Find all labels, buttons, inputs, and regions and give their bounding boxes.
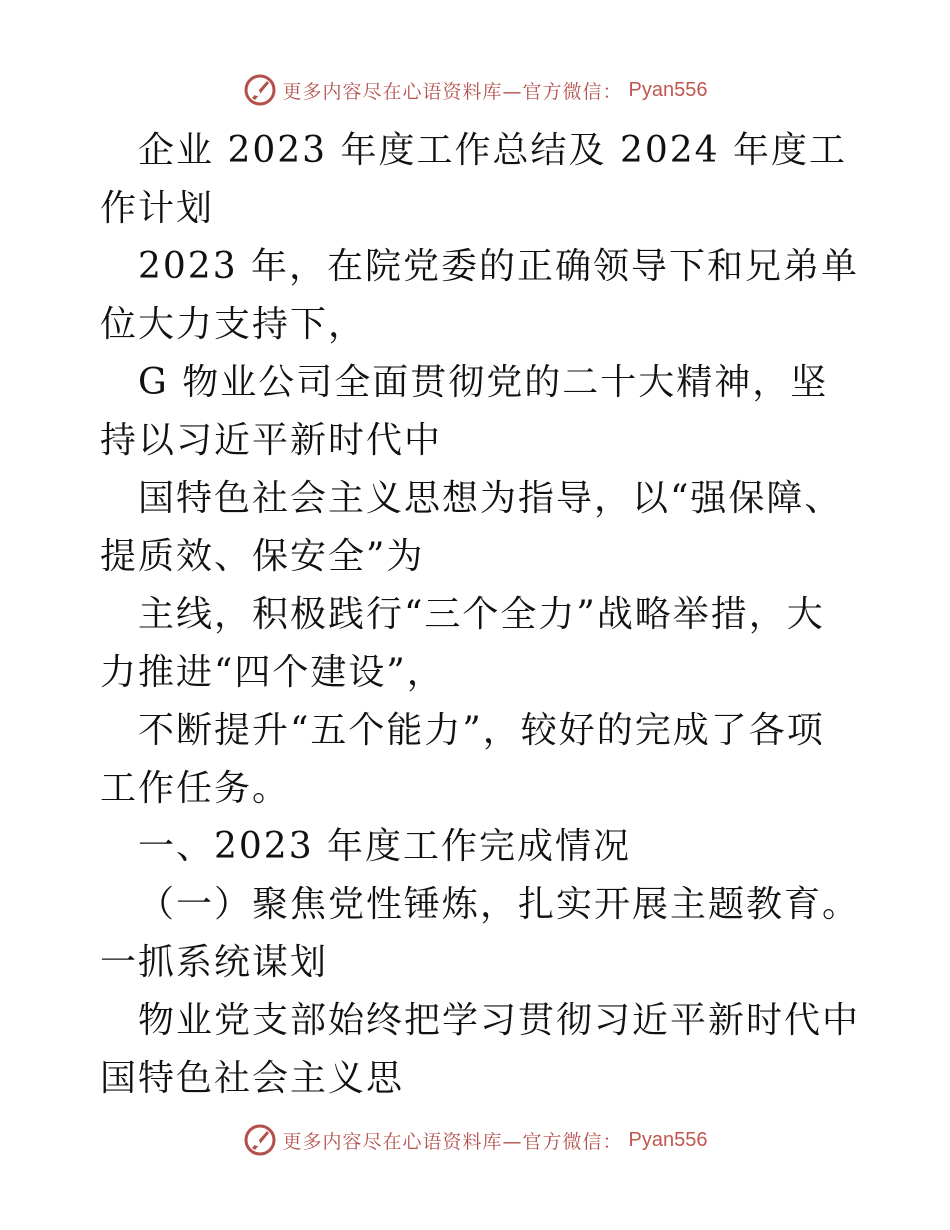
paragraph: 国特色社会主义思想为指导，以“强保障、提质效、保安全”为	[100, 478, 843, 577]
paragraph: 物业党支部始终把学习贯彻习近平新时代中国特色社会主义思	[100, 1000, 861, 1099]
paragraph: 2023 年，在院党委的正确领导下和兄弟单位大力支持下，	[100, 246, 860, 345]
document-body	[100, 122, 860, 1108]
quill-seal-icon	[243, 1123, 277, 1157]
quill-seal-icon	[243, 73, 277, 107]
section-heading: 一、2023 年度工作完成情况	[138, 826, 632, 867]
footer-watermark	[0, 1120, 950, 1160]
subsection-heading: （一）聚焦党性锤炼，扎实开展主题教育。一抓系统谋划	[100, 884, 861, 983]
header-watermark	[0, 70, 950, 110]
document-title: 企业 2023 年度工作总结及 2024 年度工作计划	[100, 130, 848, 229]
paragraph: G 物业公司全面贯彻党的二十大精神，坚持以习近平新时代中	[100, 362, 829, 461]
watermark-text: 更多内容尽在心语资料库—官方微信：	[282, 1130, 623, 1153]
watermark-text: 更多内容尽在心语资料库—官方微信：	[282, 80, 623, 103]
watermark-account: Pyan556	[628, 78, 708, 101]
paragraph: 主线，积极践行“三个全力”战略举措，大力推进“四个建设”，	[100, 594, 825, 693]
paragraph: 不断提升“五个能力”，较好的完成了各项工作任务。	[100, 710, 825, 809]
watermark-account: Pyan556	[628, 1128, 708, 1151]
